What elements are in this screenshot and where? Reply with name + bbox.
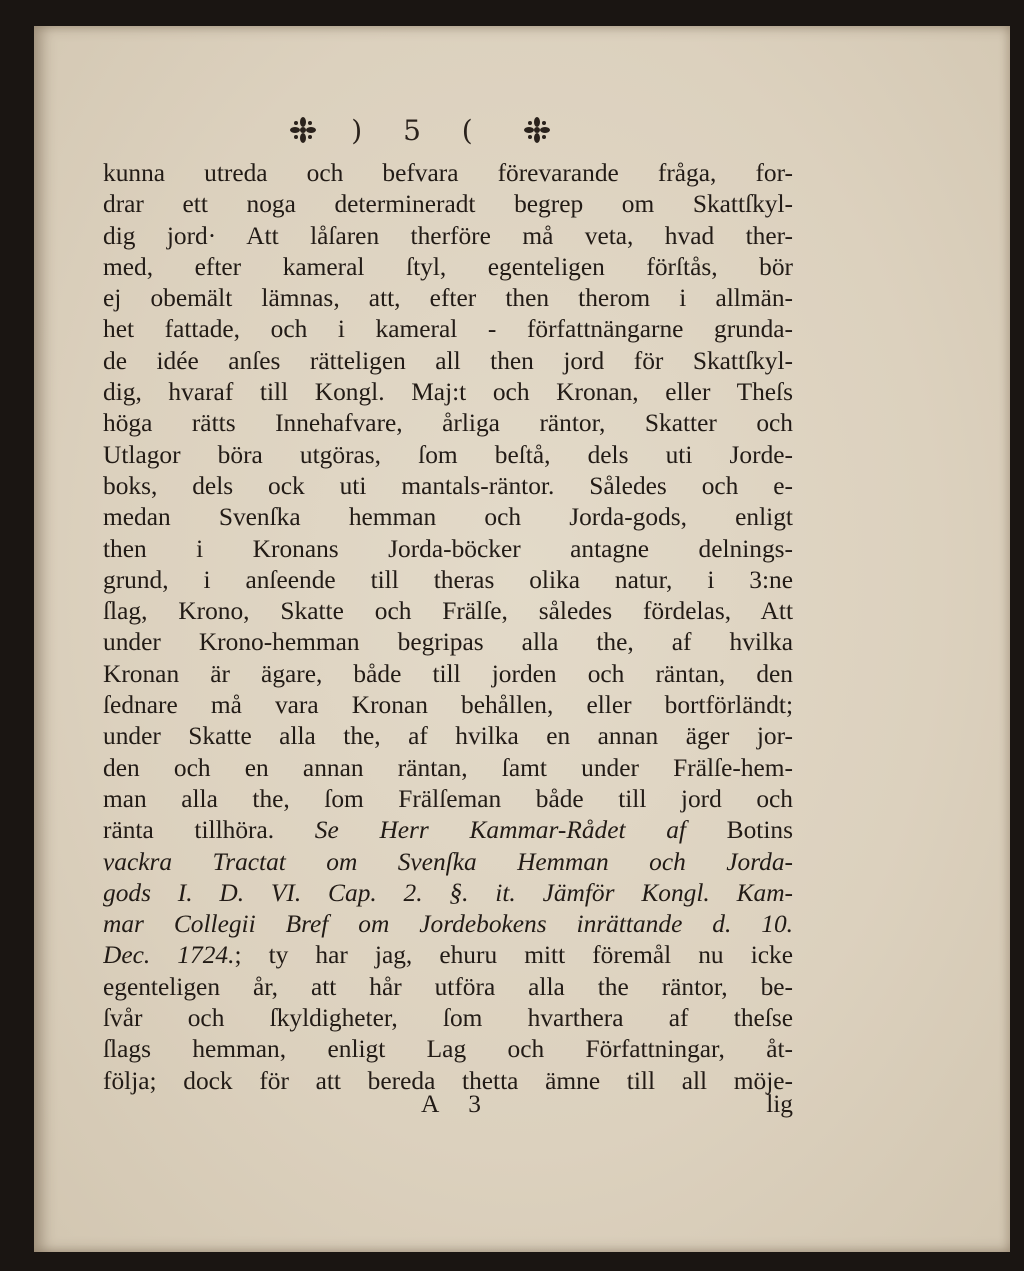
text-line-mixed [103,815,793,846]
text-segment: ; ty har jag, ehuru mitt föremål nu icke [234,941,793,970]
citation-line: gods I. D. VI. Cap. 2. §. it. Jämför Kongl. Kam- [103,878,793,907]
text-line: boks, dels ock uti mantals-räntor. Således och e- [103,471,793,500]
text-line-mixed [103,940,793,971]
body-text [103,158,793,1097]
text-line: den och en annan räntan, ſamt under Frälſe-hem- [103,753,793,782]
text-segment: ränta tillhöra. [103,816,275,845]
text-line: ſvår och ſkyldigheter, ſom hvarthera af theſse [103,1004,793,1033]
text-line: egenteligen år, att hår utföra alla the räntor, be- [103,972,793,1001]
text-line: under Krono-hemman begripas alla the, af hvilka [103,628,793,657]
text-line: dig jord· Att låſaren therföre må veta, hvad ther- [103,221,793,250]
text-line: ſlags hemman, enligt Lag och Författningar, åt- [103,1035,793,1064]
text-line: man alla the, ſom Frälſeman både till jord och [103,784,793,813]
text-line: ſlag, Krono, Skatte och Frälſe, således fördelas, Att [103,597,793,626]
citation-italic: Dec. 1724. [103,941,235,970]
text-line: ſednare må vara Kronan behållen, eller bortförländt; [103,691,793,720]
text-line: med, efter kameral ſtyl, egenteligen förſtås, bör [103,252,793,281]
text-line: höga rätts Innehafvare, årliga räntor, Skatter och [103,409,793,438]
catchword: lig [766,1090,793,1118]
text-line: grund, i anſeende till theras olika natur, i 3:ne [103,565,793,594]
page-number: ) 5 ( [351,113,489,147]
fleuron-right-icon [524,117,550,143]
citation-italic: Se Herr Kammar-Rådet af [314,816,686,845]
text-line: under Skatte alla the, af hvilka en annan äger jor- [103,722,793,751]
page-footer [103,1090,793,1126]
text-line: Kronan är ägare, både till jorden och räntan, den [103,659,793,688]
text-line: dig, hvaraf till Kongl. Maj:t och Kronan, eller Theſs [103,378,793,407]
text-segment: Botins [726,816,793,845]
signature-mark: A 3 [421,1090,493,1118]
running-head [290,110,550,150]
text-line: het fattade, och i kameral - författnängarne grunda- [103,315,793,344]
citation-line: vackra Tractat om Svenſka Hemman och Jorda- [103,847,793,876]
text-line: drar ett noga determineradt begrep om Skattſkyl- [103,190,793,219]
citation-line: mar Collegii Bref om Jordebokens inrättande d. 10. [103,910,793,939]
fleuron-left-icon [290,117,316,143]
text-line: medan Svenſka hemman och Jorda-gods, enligt [103,503,793,532]
text-line: Utlagor böra utgöras, ſom beſtå, dels uti Jorde- [103,440,793,469]
text-line: then i Kronans Jorda-böcker antagne delnings- [103,534,793,563]
text-line: kunna utreda och befvara förevarande fråga, for- [103,159,793,187]
text-line: ej obemält lämnas, att, efter then therom i allmän- [103,284,793,313]
text-line: följa; dock för att bereda thetta ämne till all möje- [103,1066,793,1095]
text-line: de idée anſes rätteligen all then jord för Skattſkyl- [103,346,793,375]
